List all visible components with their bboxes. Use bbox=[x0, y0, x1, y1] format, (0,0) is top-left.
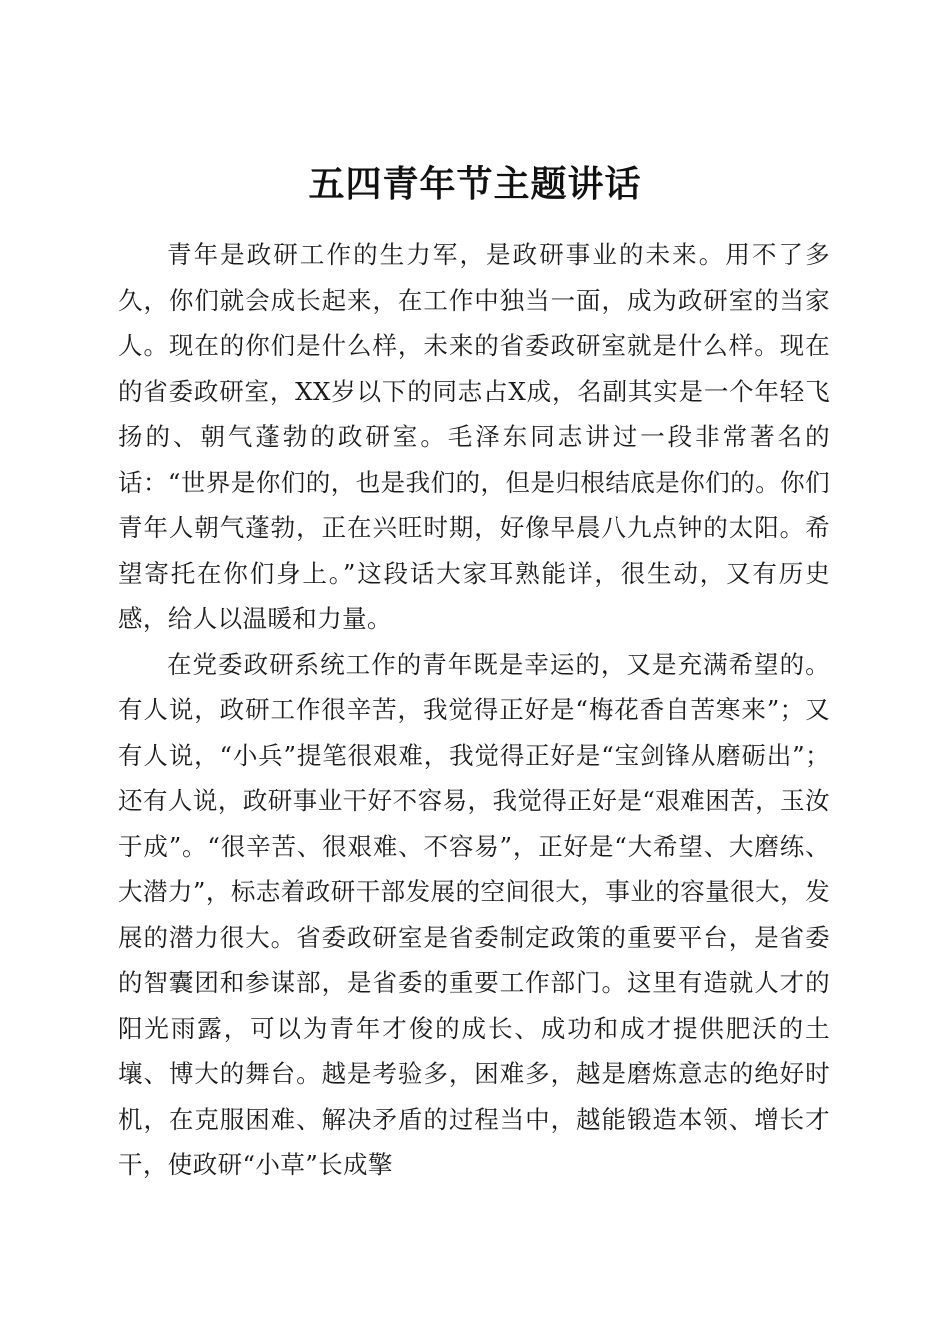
paragraph-1: 青年是政研工作的生力军，是政研事业的未来。用不了多久，你们就会成长起来，在工作中独当一面，成为政研室的当家人。现在的你们是什么样，未来的省委政研室就是什么样。现在的省委政研室，XX岁以下的同志占X成，名副其实是一个年轻飞扬的、朝气蓬勃的政研室。毛泽东同志讲过一段非常著名的话：“世界是你们的，也是我们的，但是归根结底是你们的。你们青年人朝气蓬勃，正在兴旺时期，好像早晨八九点钟的太阳。希望寄托在你们身上。”这段话大家耳熟能详，很生动，又有历史感，给人以温暖和力量。 bbox=[118, 240, 830, 633]
document-body bbox=[118, 232, 830, 1188]
document-title: 五四青年节主题讲话 bbox=[308, 163, 642, 206]
paragraph-2: 在党委政研系统工作的青年既是幸运的，又是充满希望的。有人说，政研工作很辛苦，我觉得正好是“梅花香自苦寒来”；又有人说，“小兵”提笔很艰难，我觉得正好是“宝剑锋从磨砺出”；还有人说，政研事业干好不容易，我觉得正好是“艰难困苦，玉汝于成”。“很辛苦、很艰难、不容易”，正好是“大希望、大磨练、大潜力”，标志着政研干部发展的空间很大，事业的容量很大，发展的潜力很大。省委政研室是省委制定政策的重要平台，是省委的智囊团和参谋部，是省委的重要工作部门。这里有造就人才的阳光雨露，可以为青年才俊的成长、成功和成才提供肥沃的土壤、博大的舞台。越是考验多，困难多，越是磨炼意志的绝好时机，在克服困难、解决矛盾的过程当中，越能锻造本领、增长才干，使政研“小草”长成擎 bbox=[118, 649, 830, 1179]
